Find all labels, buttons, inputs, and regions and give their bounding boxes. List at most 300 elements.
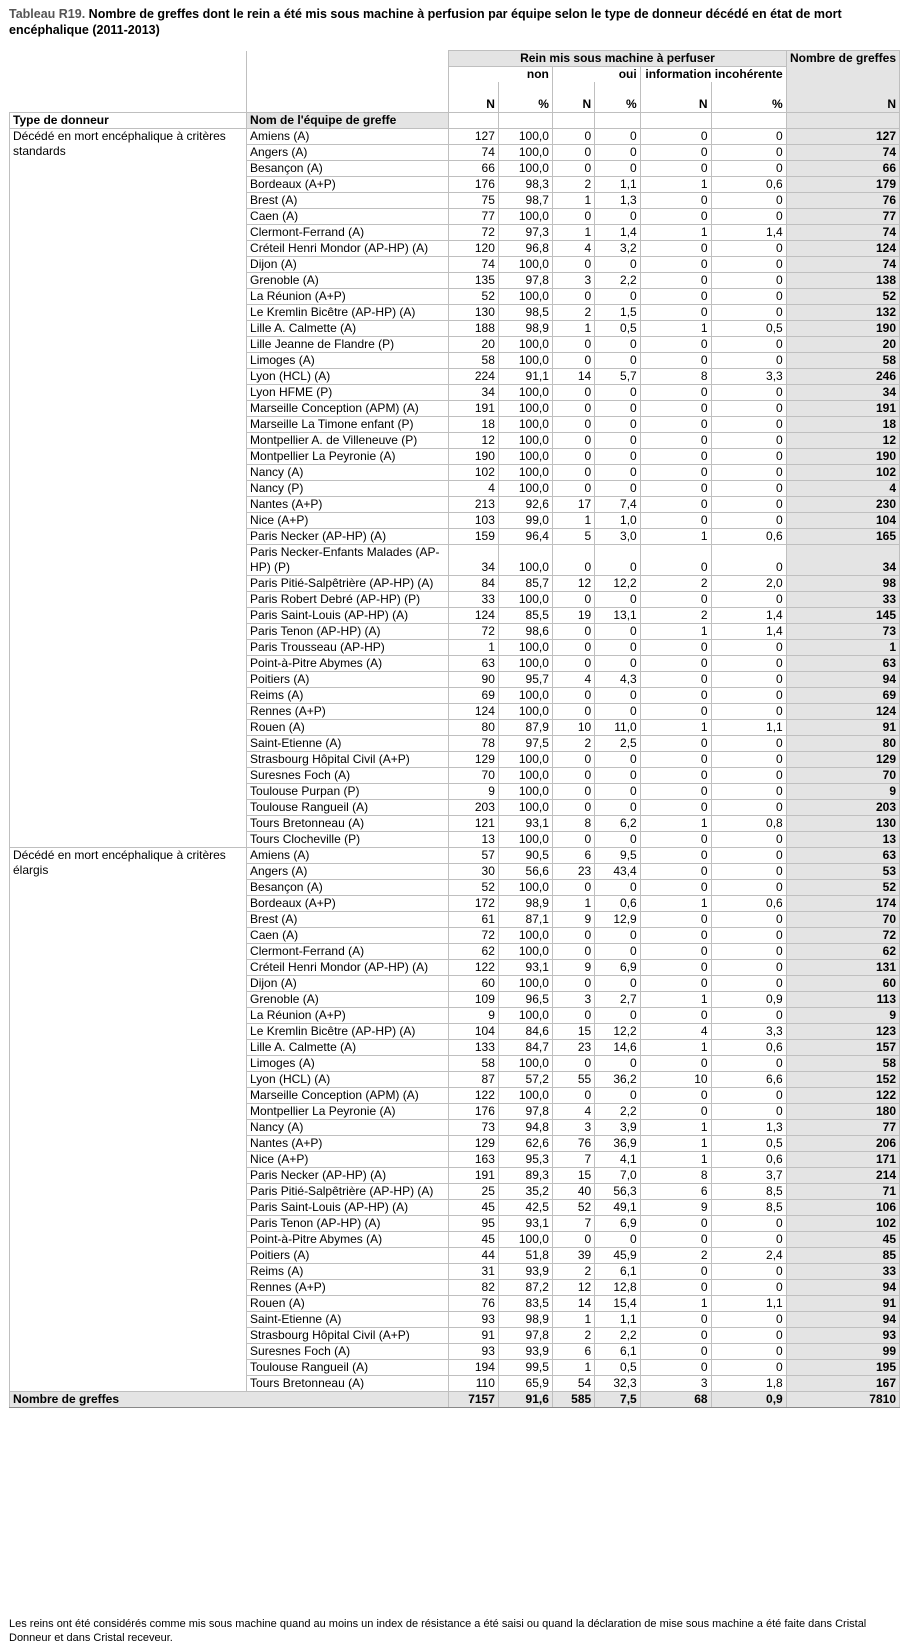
cell-pct-oui: 11,0 — [595, 720, 641, 736]
cell-pct-incoherent: 0 — [711, 129, 786, 145]
cell-n-total: 53 — [786, 864, 899, 880]
cell-n-total: 73 — [786, 624, 899, 640]
team-name: Grenoble (A) — [247, 992, 449, 1008]
cell-n-oui: 40 — [552, 1184, 594, 1200]
cell-n-oui: 1 — [552, 1360, 594, 1376]
cell-n-oui: 2 — [552, 177, 594, 193]
cell-pct-non: 93,9 — [498, 1264, 552, 1280]
team-name: Caen (A) — [247, 928, 449, 944]
cell-n-oui: 0 — [552, 289, 594, 305]
cell-n-non: 176 — [449, 1104, 499, 1120]
cell-n-non: 120 — [449, 241, 499, 257]
team-name: Grenoble (A) — [247, 273, 449, 289]
cell-pct-oui: 1,1 — [595, 177, 641, 193]
cell-pct-non: 100,0 — [498, 752, 552, 768]
cell-n-oui: 3 — [552, 273, 594, 289]
cell-n-incoherent: 0 — [640, 1360, 711, 1376]
cell-n-total: 77 — [786, 209, 899, 225]
cell-n-oui: 0 — [552, 1056, 594, 1072]
team-name: Nantes (A+P) — [247, 1136, 449, 1152]
cell-pct-non: 97,8 — [498, 1104, 552, 1120]
cell-pct-non: 100,0 — [498, 417, 552, 433]
cell-n-total: 71 — [786, 1184, 899, 1200]
cell-n-total: 190 — [786, 449, 899, 465]
cell-n-non: 34 — [449, 545, 499, 576]
cell-n-total: 33 — [786, 592, 899, 608]
cell-pct-oui: 0 — [595, 209, 641, 225]
cell-pct-non: 100,0 — [498, 976, 552, 992]
team-name: Clermont-Ferrand (A) — [247, 225, 449, 241]
cell-n-oui: 3 — [552, 1120, 594, 1136]
cell-n-total: 113 — [786, 992, 899, 1008]
cell-pct-oui: 2,5 — [595, 736, 641, 752]
cell-n-oui: 0 — [552, 624, 594, 640]
header-n-total: N — [786, 97, 899, 113]
cell-n-incoherent: 0 — [640, 848, 711, 864]
cell-n-total: 72 — [786, 928, 899, 944]
header-equipe: Nom de l'équipe de greffe — [247, 113, 449, 129]
cell-pct-incoherent: 0 — [711, 273, 786, 289]
cell-pct-incoherent: 0 — [711, 209, 786, 225]
cell-pct-oui: 0,5 — [595, 321, 641, 337]
cell-n-incoherent: 1 — [640, 992, 711, 1008]
team-name: Paris Saint-Louis (AP-HP) (A) — [247, 1200, 449, 1216]
cell-pct-non: 93,1 — [498, 816, 552, 832]
cell-n-total: 91 — [786, 1296, 899, 1312]
cell-n-non: 104 — [449, 1024, 499, 1040]
cell-n-non: 190 — [449, 449, 499, 465]
cell-n-oui: 4 — [552, 1104, 594, 1120]
cell-n-total: 80 — [786, 736, 899, 752]
cell-n-incoherent: 0 — [640, 704, 711, 720]
total-row — [10, 1392, 900, 1408]
cell-pct-non: 97,8 — [498, 1328, 552, 1344]
cell-pct-oui: 3,0 — [595, 529, 641, 545]
cell-pct-oui: 0 — [595, 129, 641, 145]
cell-n-oui: 5 — [552, 529, 594, 545]
team-name: Reims (A) — [247, 688, 449, 704]
cell-n-non: 69 — [449, 688, 499, 704]
cell-pct-oui: 7,0 — [595, 1168, 641, 1184]
cell-pct-incoherent: 0 — [711, 1232, 786, 1248]
cell-pct-oui: 4,1 — [595, 1152, 641, 1168]
cell-n-non: 74 — [449, 257, 499, 273]
cell-pct-oui: 0 — [595, 161, 641, 177]
cell-n-incoherent: 0 — [640, 337, 711, 353]
cell-n-total: 246 — [786, 369, 899, 385]
cell-pct-non: 93,1 — [498, 1216, 552, 1232]
cell-n-incoherent: 3 — [640, 1376, 711, 1392]
cell-n-non: 58 — [449, 1056, 499, 1072]
cell-pct-non: 100,0 — [498, 768, 552, 784]
cell-pct-non: 87,2 — [498, 1280, 552, 1296]
cell-pct-oui: 0 — [595, 1008, 641, 1024]
cell-pct-incoherent: 0 — [711, 417, 786, 433]
cell-n-oui: 0 — [552, 688, 594, 704]
cell-pct-incoherent: 0 — [711, 672, 786, 688]
cell-pct-incoherent: 0 — [711, 688, 786, 704]
cell-pct-oui: 36,9 — [595, 1136, 641, 1152]
cell-n-oui: 52 — [552, 1200, 594, 1216]
cell-n-total: 179 — [786, 177, 899, 193]
cell-n-oui: 12 — [552, 576, 594, 592]
cell-pct-incoherent: 0,6 — [711, 1040, 786, 1056]
cell-pct-oui: 0 — [595, 928, 641, 944]
cell-n-non: 133 — [449, 1040, 499, 1056]
cell-n-total: 104 — [786, 513, 899, 529]
cell-n-oui: 2 — [552, 736, 594, 752]
cell-n-total: 98 — [786, 576, 899, 592]
cell-pct-incoherent: 0 — [711, 1280, 786, 1296]
cell-n-total: 74 — [786, 145, 899, 161]
cell-n-oui: 0 — [552, 768, 594, 784]
cell-pct-oui: 0,6 — [595, 896, 641, 912]
cell-n-non: 213 — [449, 497, 499, 513]
cell-pct-incoherent: 0,6 — [711, 896, 786, 912]
cell-n-incoherent: 0 — [640, 385, 711, 401]
cell-pct-incoherent: 0 — [711, 752, 786, 768]
cell-n-oui: 15 — [552, 1024, 594, 1040]
total-n-incoherent: 68 — [640, 1392, 711, 1408]
cell-n-non: 58 — [449, 353, 499, 369]
cell-n-incoherent: 0 — [640, 289, 711, 305]
cell-n-oui: 19 — [552, 608, 594, 624]
cell-n-incoherent: 2 — [640, 1248, 711, 1264]
cell-pct-non: 65,9 — [498, 1376, 552, 1392]
cell-pct-non: 99,5 — [498, 1360, 552, 1376]
team-name: Saint-Etienne (A) — [247, 736, 449, 752]
cell-n-oui: 14 — [552, 369, 594, 385]
cell-n-oui: 17 — [552, 497, 594, 513]
cell-n-non: 13 — [449, 832, 499, 848]
cell-n-oui: 7 — [552, 1216, 594, 1232]
cell-pct-incoherent: 0 — [711, 960, 786, 976]
cell-n-total: 85 — [786, 1248, 899, 1264]
cell-n-non: 57 — [449, 848, 499, 864]
cell-n-incoherent: 0 — [640, 417, 711, 433]
cell-n-incoherent: 1 — [640, 321, 711, 337]
cell-n-non: 159 — [449, 529, 499, 545]
cell-n-oui: 0 — [552, 592, 594, 608]
cell-n-incoherent: 0 — [640, 1328, 711, 1344]
cell-n-total: 9 — [786, 784, 899, 800]
team-name: Dijon (A) — [247, 257, 449, 273]
cell-pct-oui: 0,5 — [595, 1360, 641, 1376]
data-table — [9, 50, 900, 1408]
cell-n-total: 74 — [786, 225, 899, 241]
cell-n-incoherent: 1 — [640, 529, 711, 545]
cell-n-non: 33 — [449, 592, 499, 608]
cell-n-incoherent: 2 — [640, 608, 711, 624]
cell-n-incoherent: 0 — [640, 1216, 711, 1232]
cell-pct-non: 87,1 — [498, 912, 552, 928]
cell-n-total: 214 — [786, 1168, 899, 1184]
cell-pct-incoherent: 2,0 — [711, 576, 786, 592]
cell-pct-oui: 12,8 — [595, 1280, 641, 1296]
cell-n-total: 70 — [786, 912, 899, 928]
cell-pct-non: 100,0 — [498, 209, 552, 225]
cell-n-total: 70 — [786, 768, 899, 784]
total-pct-oui: 7,5 — [595, 1392, 641, 1408]
team-name: Caen (A) — [247, 209, 449, 225]
cell-n-non: 12 — [449, 433, 499, 449]
cell-n-non: 127 — [449, 129, 499, 145]
cell-n-non: 76 — [449, 1296, 499, 1312]
cell-n-total: 145 — [786, 608, 899, 624]
cell-pct-non: 98,7 — [498, 193, 552, 209]
cell-n-non: 72 — [449, 225, 499, 241]
cell-pct-non: 100,0 — [498, 1056, 552, 1072]
cell-pct-non: 42,5 — [498, 1200, 552, 1216]
cell-pct-oui: 2,2 — [595, 1104, 641, 1120]
cell-n-total: 157 — [786, 1040, 899, 1056]
cell-n-incoherent: 0 — [640, 592, 711, 608]
cell-pct-non: 100,0 — [498, 481, 552, 497]
header-type-donneur: Type de donneur — [10, 113, 247, 129]
cell-n-non: 95 — [449, 1216, 499, 1232]
cell-pct-incoherent: 0 — [711, 1104, 786, 1120]
team-name: Clermont-Ferrand (A) — [247, 944, 449, 960]
cell-n-non: 129 — [449, 1136, 499, 1152]
table-label: Tableau R19. — [9, 7, 86, 21]
team-name: Brest (A) — [247, 193, 449, 209]
cell-n-non: 87 — [449, 1072, 499, 1088]
cell-n-incoherent: 1 — [640, 1152, 711, 1168]
team-name: Montpellier A. de Villeneuve (P) — [247, 433, 449, 449]
cell-n-non: 75 — [449, 193, 499, 209]
cell-n-non: 78 — [449, 736, 499, 752]
cell-pct-incoherent: 0 — [711, 545, 786, 576]
cell-pct-oui: 0 — [595, 592, 641, 608]
cell-n-non: 61 — [449, 912, 499, 928]
cell-n-incoherent: 0 — [640, 193, 711, 209]
cell-n-non: 194 — [449, 1360, 499, 1376]
cell-pct-oui: 0 — [595, 880, 641, 896]
team-name: Limoges (A) — [247, 1056, 449, 1072]
team-name: Paris Tenon (AP-HP) (A) — [247, 624, 449, 640]
cell-pct-incoherent: 0 — [711, 385, 786, 401]
team-name: Le Kremlin Bicêtre (AP-HP) (A) — [247, 1024, 449, 1040]
cell-n-total: 52 — [786, 289, 899, 305]
cell-pct-non: 100,0 — [498, 465, 552, 481]
cell-n-non: 93 — [449, 1344, 499, 1360]
cell-n-non: 20 — [449, 337, 499, 353]
cell-n-incoherent: 1 — [640, 225, 711, 241]
team-name: Créteil Henri Mondor (AP-HP) (A) — [247, 241, 449, 257]
team-name: Strasbourg Hôpital Civil (A+P) — [247, 1328, 449, 1344]
team-name: Paris Pitié-Salpêtrière (AP-HP) (A) — [247, 576, 449, 592]
cell-pct-non: 100,0 — [498, 928, 552, 944]
cell-pct-non: 85,7 — [498, 576, 552, 592]
cell-n-oui: 1 — [552, 896, 594, 912]
team-name: Toulouse Rangueil (A) — [247, 800, 449, 816]
cell-n-oui: 4 — [552, 672, 594, 688]
team-name: Brest (A) — [247, 912, 449, 928]
cell-pct-non: 93,9 — [498, 1344, 552, 1360]
cell-n-oui: 39 — [552, 1248, 594, 1264]
cell-pct-non: 94,8 — [498, 1120, 552, 1136]
cell-pct-non: 100,0 — [498, 1008, 552, 1024]
cell-n-total: 152 — [786, 1072, 899, 1088]
team-name: Marseille La Timone enfant (P) — [247, 417, 449, 433]
cell-n-total: 4 — [786, 481, 899, 497]
cell-n-non: 84 — [449, 576, 499, 592]
cell-n-non: 4 — [449, 481, 499, 497]
cell-n-incoherent: 0 — [640, 241, 711, 257]
cell-n-non: 122 — [449, 960, 499, 976]
cell-pct-non: 95,3 — [498, 1152, 552, 1168]
cell-n-oui: 8 — [552, 816, 594, 832]
total-label: Nombre de greffes — [10, 1392, 449, 1408]
cell-n-oui: 1 — [552, 193, 594, 209]
cell-n-incoherent: 0 — [640, 752, 711, 768]
cell-n-incoherent: 0 — [640, 1312, 711, 1328]
cell-pct-incoherent: 0 — [711, 640, 786, 656]
cell-n-total: 180 — [786, 1104, 899, 1120]
cell-n-incoherent: 6 — [640, 1184, 711, 1200]
cell-pct-non: 100,0 — [498, 337, 552, 353]
cell-pct-incoherent: 0 — [711, 656, 786, 672]
cell-n-total: 191 — [786, 401, 899, 417]
team-name: Poitiers (A) — [247, 672, 449, 688]
cell-n-non: 121 — [449, 816, 499, 832]
cell-pct-oui: 0 — [595, 1088, 641, 1104]
team-name: Amiens (A) — [247, 129, 449, 145]
cell-n-incoherent: 0 — [640, 257, 711, 273]
cell-n-non: 129 — [449, 752, 499, 768]
cell-pct-oui: 0 — [595, 832, 641, 848]
cell-n-incoherent: 0 — [640, 944, 711, 960]
table-row — [10, 129, 900, 145]
cell-n-incoherent: 1 — [640, 1296, 711, 1312]
cell-n-incoherent: 0 — [640, 640, 711, 656]
cell-n-incoherent: 0 — [640, 465, 711, 481]
cell-n-total: 20 — [786, 337, 899, 353]
team-name: Paris Necker (AP-HP) (A) — [247, 1168, 449, 1184]
cell-pct-incoherent: 0 — [711, 1312, 786, 1328]
cell-pct-oui: 0 — [595, 417, 641, 433]
cell-n-non: 103 — [449, 513, 499, 529]
cell-pct-oui: 0 — [595, 401, 641, 417]
table-title — [9, 6, 899, 38]
cell-n-oui: 15 — [552, 1168, 594, 1184]
cell-pct-oui: 0 — [595, 704, 641, 720]
cell-n-total: 171 — [786, 1152, 899, 1168]
cell-n-oui: 1 — [552, 225, 594, 241]
cell-pct-non: 87,9 — [498, 720, 552, 736]
cell-n-incoherent: 0 — [640, 129, 711, 145]
cell-pct-incoherent: 0 — [711, 145, 786, 161]
cell-pct-oui: 0 — [595, 353, 641, 369]
cell-n-non: 191 — [449, 1168, 499, 1184]
header-n-incoherent: N — [640, 97, 711, 113]
team-name: Nancy (A) — [247, 465, 449, 481]
cell-pct-incoherent: 0 — [711, 481, 786, 497]
cell-pct-oui: 0 — [595, 944, 641, 960]
cell-pct-non: 98,6 — [498, 624, 552, 640]
cell-pct-non: 98,5 — [498, 305, 552, 321]
cell-pct-oui: 0 — [595, 640, 641, 656]
cell-pct-incoherent: 0,6 — [711, 177, 786, 193]
cell-pct-incoherent: 0,6 — [711, 529, 786, 545]
cell-n-incoherent: 0 — [640, 1104, 711, 1120]
cell-n-incoherent: 0 — [640, 768, 711, 784]
cell-n-total: 165 — [786, 529, 899, 545]
cell-n-non: 60 — [449, 976, 499, 992]
cell-pct-non: 100,0 — [498, 1088, 552, 1104]
cell-pct-oui: 6,1 — [595, 1344, 641, 1360]
team-name: Saint-Etienne (A) — [247, 1312, 449, 1328]
cell-pct-incoherent: 0 — [711, 784, 786, 800]
cell-n-incoherent: 0 — [640, 209, 711, 225]
cell-pct-incoherent: 1,3 — [711, 1120, 786, 1136]
team-name: Paris Trousseau (AP-HP) — [247, 640, 449, 656]
team-name: Lyon (HCL) (A) — [247, 1072, 449, 1088]
cell-pct-oui: 0 — [595, 433, 641, 449]
cell-pct-oui: 4,3 — [595, 672, 641, 688]
team-name: Point-à-Pitre Abymes (A) — [247, 656, 449, 672]
cell-n-incoherent: 0 — [640, 497, 711, 513]
team-name: Lille A. Calmette (A) — [247, 321, 449, 337]
cell-n-non: 74 — [449, 145, 499, 161]
cell-n-oui: 0 — [552, 257, 594, 273]
cell-pct-incoherent: 0 — [711, 257, 786, 273]
cell-n-incoherent: 0 — [640, 656, 711, 672]
team-name: Lyon (HCL) (A) — [247, 369, 449, 385]
cell-pct-oui: 0 — [595, 257, 641, 273]
team-name: Strasbourg Hôpital Civil (A+P) — [247, 752, 449, 768]
cell-pct-incoherent: 0 — [711, 401, 786, 417]
cell-pct-incoherent: 0 — [711, 1056, 786, 1072]
team-name: Paris Necker (AP-HP) (A) — [247, 529, 449, 545]
team-name: Angers (A) — [247, 864, 449, 880]
cell-n-non: 52 — [449, 289, 499, 305]
cell-n-non: 90 — [449, 672, 499, 688]
cell-n-oui: 0 — [552, 1008, 594, 1024]
header-non: non — [449, 67, 553, 83]
team-name: Rennes (A+P) — [247, 704, 449, 720]
cell-pct-non: 97,3 — [498, 225, 552, 241]
cell-n-non: 73 — [449, 1120, 499, 1136]
cell-pct-incoherent: 3,3 — [711, 1024, 786, 1040]
cell-pct-incoherent: 0 — [711, 1264, 786, 1280]
cell-n-total: 190 — [786, 321, 899, 337]
cell-n-incoherent: 0 — [640, 161, 711, 177]
cell-n-total: 129 — [786, 752, 899, 768]
cell-pct-non: 100,0 — [498, 592, 552, 608]
cell-n-non: 70 — [449, 768, 499, 784]
cell-n-oui: 1 — [552, 1312, 594, 1328]
cell-pct-incoherent: 1,4 — [711, 624, 786, 640]
cell-n-oui: 23 — [552, 1040, 594, 1056]
cell-n-oui: 0 — [552, 545, 594, 576]
cell-pct-oui: 0 — [595, 1232, 641, 1248]
cell-n-incoherent: 0 — [640, 1232, 711, 1248]
cell-n-oui: 55 — [552, 1072, 594, 1088]
team-name: Montpellier La Peyronie (A) — [247, 449, 449, 465]
cell-n-total: 1 — [786, 640, 899, 656]
cell-n-non: 30 — [449, 864, 499, 880]
cell-pct-oui: 32,3 — [595, 1376, 641, 1392]
cell-n-incoherent: 2 — [640, 576, 711, 592]
cell-n-non: 191 — [449, 401, 499, 417]
cell-n-incoherent: 0 — [640, 736, 711, 752]
cell-pct-oui: 0 — [595, 481, 641, 497]
cell-pct-incoherent: 0 — [711, 864, 786, 880]
cell-n-incoherent: 1 — [640, 896, 711, 912]
cell-n-oui: 0 — [552, 832, 594, 848]
cell-n-incoherent: 10 — [640, 1072, 711, 1088]
